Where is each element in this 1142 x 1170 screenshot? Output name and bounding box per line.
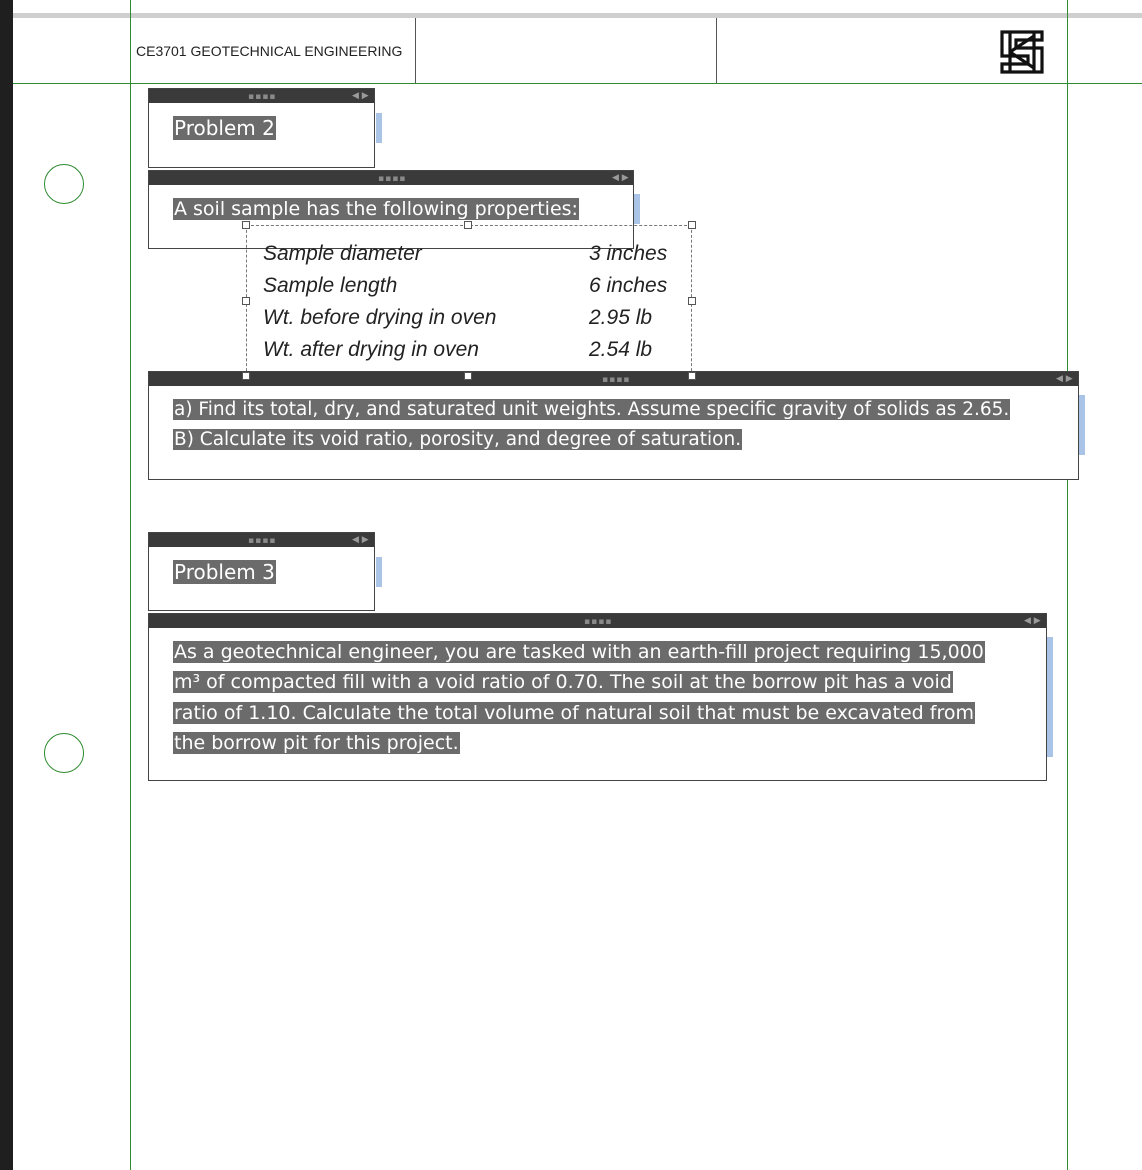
header-cell-divider-2 — [716, 18, 717, 83]
problem2-intro-grip-icon[interactable]: ▪▪▪▪ — [378, 174, 407, 184]
resize-handle-middle-right[interactable] — [688, 297, 696, 305]
top-page-border — [13, 13, 1142, 18]
property-value: 2.95 lb — [589, 306, 653, 329]
left-window-edge — [0, 0, 13, 1170]
property-label: Sample diameter — [263, 242, 422, 265]
problem3-line-2[interactable]: m³ of compacted fill with a void ratio of 0.70. The soil at the borrow pit has a void — [174, 671, 952, 693]
resize-handle-top-middle[interactable] — [464, 221, 472, 229]
property-label: Wt. after drying in oven — [263, 338, 479, 361]
problem2-title-caret-mark — [376, 113, 382, 143]
property-value: 2.54 lb — [589, 338, 653, 361]
punch-hole-ring-top — [44, 164, 84, 204]
problem3-body-caret-mark — [1047, 637, 1053, 757]
problem2-question-b[interactable]: B) Calculate its void ratio, porosity, and degree of saturation. — [174, 429, 742, 450]
punch-hole-ring-bottom — [44, 733, 84, 773]
problem3-title-caret-mark — [376, 557, 382, 587]
problem2-title-arrows-icon[interactable]: ◀ ▶ — [352, 91, 369, 101]
problem2-questions-caret-mark — [1079, 395, 1085, 455]
resize-handle-bottom-right[interactable] — [688, 372, 696, 380]
property-value: 6 inches — [589, 274, 668, 297]
resize-handle-middle-left[interactable] — [242, 297, 250, 305]
problem2-questions-arrows-icon[interactable]: ◀ ▶ — [1056, 374, 1073, 384]
problem3-title-grip-icon[interactable]: ▪▪▪▪ — [248, 536, 277, 546]
problem2-title-grip-icon[interactable]: ▪▪▪▪ — [248, 92, 277, 102]
problem2-questions-grip-icon[interactable]: ▪▪▪▪ — [602, 375, 631, 385]
problem2-intro-text[interactable]: A soil sample has the following properties: — [174, 198, 578, 220]
property-label: Wt. before drying in oven — [263, 306, 497, 329]
problem2-title[interactable]: Problem 2 — [174, 116, 275, 140]
right-margin-guide — [1067, 0, 1068, 1170]
property-value: 3 inches — [589, 242, 668, 265]
problem3-line-4[interactable]: the borrow pit for this project. — [174, 732, 459, 754]
ks-monogram-logo-icon — [996, 26, 1048, 78]
resize-handle-bottom-middle[interactable] — [464, 372, 472, 380]
left-margin-guide — [130, 0, 131, 1170]
problem2-question-a[interactable]: a) Find its total, dry, and saturated unit weights. Assume specific gravity of solids as 2.65. — [174, 399, 1010, 420]
problem3-line-1[interactable]: As a geotechnical engineer, you are tasked with an earth-fill project requiring 15,000 — [174, 641, 984, 663]
problem3-body-grip-icon[interactable]: ▪▪▪▪ — [584, 617, 613, 627]
problem2-intro-caret-mark — [634, 194, 640, 224]
resize-handle-top-left[interactable] — [242, 221, 250, 229]
resize-handle-top-right[interactable] — [688, 221, 696, 229]
property-label: Sample length — [263, 274, 398, 297]
course-title: CE3701 GEOTECHNICAL ENGINEERING — [136, 43, 403, 59]
problem3-line-3[interactable]: ratio of 1.10. Calculate the total volume of natural soil that must be excavated from — [174, 702, 974, 724]
problem3-body-arrows-icon[interactable]: ◀ ▶ — [1024, 616, 1041, 626]
problem3-title-arrows-icon[interactable]: ◀ ▶ — [352, 535, 369, 545]
resize-handle-bottom-left[interactable] — [242, 372, 250, 380]
problem2-intro-arrows-icon[interactable]: ◀ ▶ — [612, 173, 629, 183]
header-guide-line — [13, 83, 1142, 84]
problem3-title[interactable]: Problem 3 — [174, 560, 275, 584]
header-cell-divider-1 — [415, 18, 416, 83]
